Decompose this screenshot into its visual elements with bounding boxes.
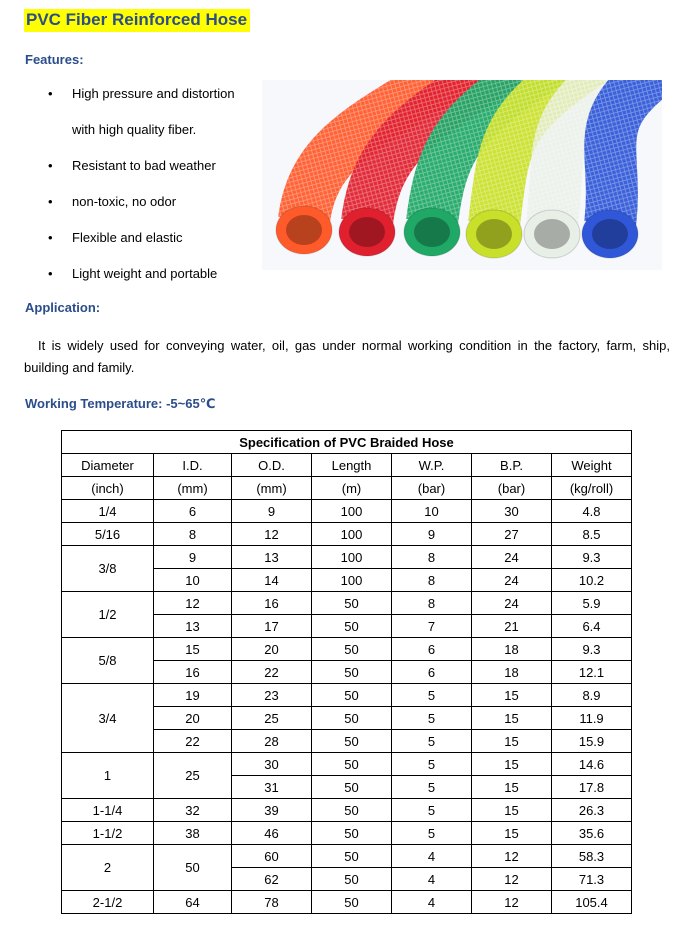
table-row — [62, 638, 632, 661]
cell-length: 50 — [312, 638, 392, 661]
cell-od: 16 — [232, 592, 312, 615]
cell-weight: 4.8 — [552, 500, 632, 523]
header-wp-unit: (bar) — [392, 477, 472, 500]
header-weight-unit: (kg/roll) — [552, 477, 632, 500]
cell-length: 50 — [312, 707, 392, 730]
cell-diameter: 2 — [62, 845, 154, 891]
feature-item: • Flexible and elastic — [48, 224, 235, 260]
cell-diameter: 3/8 — [62, 546, 154, 592]
cell-bp: 12 — [472, 868, 552, 891]
cell-od: 31 — [232, 776, 312, 799]
cell-wp: 5 — [392, 776, 472, 799]
cell-id: 13 — [154, 615, 232, 638]
feature-item: • non-toxic, no odor — [48, 188, 235, 224]
cell-od: 62 — [232, 868, 312, 891]
cell-diameter: 1-1/4 — [62, 799, 154, 822]
hose-bore — [414, 217, 450, 247]
cell-bp: 12 — [472, 845, 552, 868]
cell-id: 6 — [154, 500, 232, 523]
cell-length: 50 — [312, 799, 392, 822]
cell-od: 39 — [232, 799, 312, 822]
cell-id: 9 — [154, 546, 232, 569]
cell-id: 8 — [154, 523, 232, 546]
cell-diameter: 1-1/2 — [62, 822, 154, 845]
cell-wp: 5 — [392, 822, 472, 845]
cell-length: 50 — [312, 845, 392, 868]
cell-id: 20 — [154, 707, 232, 730]
cell-wp: 7 — [392, 615, 472, 638]
cell-od: 20 — [232, 638, 312, 661]
cell-od: 28 — [232, 730, 312, 753]
cell-diameter: 1/2 — [62, 592, 154, 638]
cell-weight: 11.9 — [552, 707, 632, 730]
cell-length: 50 — [312, 891, 392, 914]
cell-wp: 5 — [392, 684, 472, 707]
cell-wp: 5 — [392, 753, 472, 776]
cell-wp: 6 — [392, 661, 472, 684]
page-title: PVC Fiber Reinforced Hose — [24, 9, 250, 32]
cell-id: 25 — [154, 753, 232, 799]
cell-weight: 5.9 — [552, 592, 632, 615]
header-weight: Weight — [552, 454, 632, 477]
cell-wp: 5 — [392, 799, 472, 822]
header-length-unit: (m) — [312, 477, 392, 500]
bullet-icon: • — [48, 230, 53, 245]
cell-length: 100 — [312, 523, 392, 546]
cell-wp: 5 — [392, 730, 472, 753]
cell-id: 64 — [154, 891, 232, 914]
cell-od: 46 — [232, 822, 312, 845]
cell-od: 60 — [232, 845, 312, 868]
features-list — [48, 80, 235, 296]
features-heading: Features: — [25, 52, 84, 67]
cell-id: 38 — [154, 822, 232, 845]
cell-id: 15 — [154, 638, 232, 661]
cell-length: 50 — [312, 753, 392, 776]
table-row — [62, 799, 632, 822]
cell-bp: 15 — [472, 684, 552, 707]
cell-od: 25 — [232, 707, 312, 730]
table-caption: Specification of PVC Braided Hose — [62, 431, 632, 454]
cell-id: 16 — [154, 661, 232, 684]
cell-id: 50 — [154, 845, 232, 891]
cell-diameter: 1/4 — [62, 500, 154, 523]
bullet-icon: • — [48, 266, 53, 281]
header-diameter: Diameter — [62, 454, 154, 477]
application-heading: Application: — [25, 300, 101, 315]
cell-wp: 5 — [392, 707, 472, 730]
bullet-icon: • — [48, 158, 53, 173]
cell-od: 9 — [232, 500, 312, 523]
cell-od: 13 — [232, 546, 312, 569]
cell-od: 78 — [232, 891, 312, 914]
cell-weight: 8.9 — [552, 684, 632, 707]
cell-length: 50 — [312, 661, 392, 684]
cell-bp: 24 — [472, 592, 552, 615]
cell-bp: 15 — [472, 799, 552, 822]
table-row — [62, 523, 632, 546]
cell-bp: 15 — [472, 753, 552, 776]
cell-id: 12 — [154, 592, 232, 615]
hose-bore — [476, 219, 512, 249]
cell-weight: 17.8 — [552, 776, 632, 799]
table-row — [62, 546, 632, 569]
cell-weight: 12.1 — [552, 661, 632, 684]
feature-item: • Resistant to bad weather — [48, 152, 235, 188]
cell-weight: 10.2 — [552, 569, 632, 592]
cell-od: 12 — [232, 523, 312, 546]
hose-bore — [592, 219, 628, 249]
cell-id: 22 — [154, 730, 232, 753]
cell-diameter: 3/4 — [62, 684, 154, 753]
header-od-unit: (mm) — [232, 477, 312, 500]
table-row — [62, 684, 632, 707]
cell-wp: 4 — [392, 845, 472, 868]
cell-weight: 105.4 — [552, 891, 632, 914]
cell-wp: 4 — [392, 891, 472, 914]
cell-length: 50 — [312, 822, 392, 845]
cell-bp: 15 — [472, 730, 552, 753]
cell-wp: 4 — [392, 868, 472, 891]
feature-item: • Light weight and portable — [48, 260, 235, 296]
cell-weight: 14.6 — [552, 753, 632, 776]
cell-id: 10 — [154, 569, 232, 592]
cell-weight: 8.5 — [552, 523, 632, 546]
cell-diameter: 2-1/2 — [62, 891, 154, 914]
header-bp-unit: (bar) — [472, 477, 552, 500]
cell-wp: 6 — [392, 638, 472, 661]
cell-weight: 35.6 — [552, 822, 632, 845]
cell-wp: 8 — [392, 569, 472, 592]
cell-length: 100 — [312, 500, 392, 523]
table-row — [62, 845, 632, 868]
hose-bore — [534, 219, 570, 249]
cell-length: 100 — [312, 546, 392, 569]
cell-length: 50 — [312, 615, 392, 638]
cell-length: 50 — [312, 684, 392, 707]
header-bp: B.P. — [472, 454, 552, 477]
cell-bp: 18 — [472, 638, 552, 661]
cell-bp: 15 — [472, 707, 552, 730]
header-wp: W.P. — [392, 454, 472, 477]
cell-wp: 8 — [392, 592, 472, 615]
cell-length: 50 — [312, 776, 392, 799]
header-id: I.D. — [154, 454, 232, 477]
cell-diameter: 5/16 — [62, 523, 154, 546]
bullet-icon: • — [48, 194, 53, 209]
header-length: Length — [312, 454, 392, 477]
cell-weight: 71.3 — [552, 868, 632, 891]
feature-item: • High pressure and distortion — [48, 80, 235, 116]
application-text: It is widely used for conveying water, oil, gas under normal working condition in the factory, farm, ship, building and family. — [24, 338, 670, 375]
cell-od: 17 — [232, 615, 312, 638]
cell-weight: 58.3 — [552, 845, 632, 868]
bullet-icon: • — [48, 86, 53, 101]
cell-weight: 6.4 — [552, 615, 632, 638]
specification-table — [61, 430, 632, 914]
hose-bore — [349, 217, 385, 247]
hose-bore — [286, 215, 322, 245]
table-row — [62, 592, 632, 615]
cell-weight: 15.9 — [552, 730, 632, 753]
table-row — [62, 822, 632, 845]
header-id-unit: (mm) — [154, 477, 232, 500]
cell-length: 100 — [312, 569, 392, 592]
cell-od: 23 — [232, 684, 312, 707]
header-diameter-unit: (inch) — [62, 477, 154, 500]
cell-id: 19 — [154, 684, 232, 707]
cell-wp: 8 — [392, 546, 472, 569]
cell-wp: 10 — [392, 500, 472, 523]
cell-bp: 24 — [472, 546, 552, 569]
hose-product-image — [262, 80, 662, 270]
cell-bp: 15 — [472, 776, 552, 799]
header-od: O.D. — [232, 454, 312, 477]
cell-bp: 21 — [472, 615, 552, 638]
cell-weight: 9.3 — [552, 546, 632, 569]
cell-od: 22 — [232, 661, 312, 684]
cell-od: 14 — [232, 569, 312, 592]
cell-length: 50 — [312, 868, 392, 891]
cell-id: 32 — [154, 799, 232, 822]
cell-length: 50 — [312, 730, 392, 753]
cell-bp: 24 — [472, 569, 552, 592]
table-row — [62, 891, 632, 914]
cell-bp: 12 — [472, 891, 552, 914]
cell-bp: 15 — [472, 822, 552, 845]
cell-od: 30 — [232, 753, 312, 776]
cell-length: 50 — [312, 592, 392, 615]
cell-diameter: 5/8 — [62, 638, 154, 684]
table-row — [62, 500, 632, 523]
cell-bp: 30 — [472, 500, 552, 523]
cell-bp: 18 — [472, 661, 552, 684]
cell-weight: 9.3 — [552, 638, 632, 661]
cell-diameter: 1 — [62, 753, 154, 799]
cell-wp: 9 — [392, 523, 472, 546]
cell-weight: 26.3 — [552, 799, 632, 822]
feature-item-continued: with high quality fiber. — [72, 122, 197, 137]
table-row — [62, 753, 632, 776]
cell-bp: 27 — [472, 523, 552, 546]
working-temperature-heading: Working Temperature: -5~65℃ — [25, 396, 216, 411]
